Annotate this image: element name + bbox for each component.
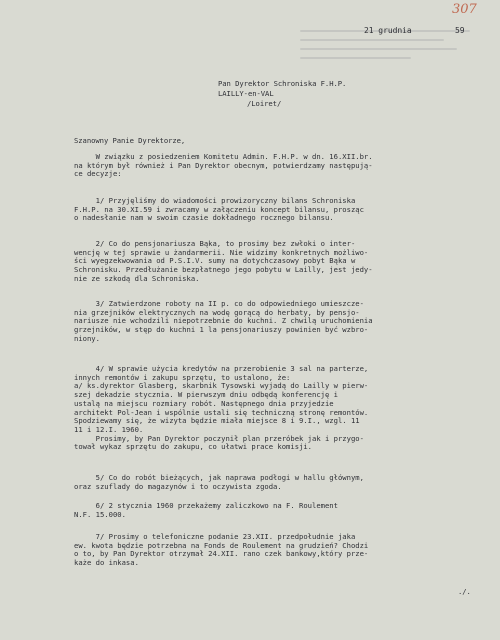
text-line: szej dekadzie stycznia. W pierwszym dniu odbędą konferencję i [74, 390, 338, 400]
text-line: o to, by Pan Dyrektor otrzymał 24.XII. rano czek bankowy,który prze- [74, 549, 369, 559]
text-line: ce decyzje: [74, 169, 122, 179]
text-line: 7/ Prosimy o telefoniczne podanie 23.XII. przedpołudnie jaka [74, 532, 356, 541]
text-line: nie ze szkodą dla Schroniska. [74, 273, 200, 283]
text-line: ści wyegzekwowania od P.S.I.V. sumy na dotychczasowy pobyt Bąka w [74, 256, 356, 266]
text-line: 4/ W sprawie użycia kredytów na przerobienie 3 sal na parterze, [74, 364, 369, 373]
salutation: Szanowny Panie Dyrektorze, [74, 136, 186, 145]
continuation-mark: ./. [458, 587, 471, 596]
text-line: ew. kwota będzie potrzebna na Fonds de Roulement na grudzień? Chodzi [74, 540, 369, 550]
text-line: 6/ 2 stycznia 1960 przekażemy zaliczkowo na F. Roulement [74, 501, 338, 510]
text-line: W związku z posiedzeniem Komitetu Admin. F.H.P. w dn. 16.XII.br. [74, 152, 373, 161]
text-line: 11 i 12.I. 1960. [74, 424, 144, 434]
text-line: 2/ Co do pensjonariusza Bąka, to prosimy bez zwłoki o inter- [74, 239, 356, 248]
text-line: nariusze nie wchodzili niepotrzebnie do kuchni. Z chwilą uruchomienia [74, 316, 373, 326]
text-line: a/ ks.dyrektor Glasberg, skarbnik Tysowski wyjadą do Lailly w pierw- [74, 381, 369, 391]
text-line: na którym był również i Pan Dyrektor obecnym, potwierdzamy następują- [74, 160, 373, 170]
text-line: niony. [74, 333, 100, 343]
text-line: Spodziewamy się, że wizyta będzie miała miejsce 8 i 9.I., wzgl. 11 [74, 416, 360, 426]
addressee-line-3: /Loiret/ [247, 99, 282, 108]
text-line: 3/ Zatwierdzone roboty na II p. co do odpowiedniego umieszcze- [74, 299, 364, 308]
bleed-through-text [300, 30, 485, 76]
text-line: N.F. 15.000. [74, 509, 126, 519]
text-line: Schronisku. Przedłużanie bezpłatnego jego pobytu w Lailly, jest jedy- [74, 265, 373, 275]
text-line: oraz szuflady do magazynów i to oczywista zgoda. [74, 481, 282, 491]
paragraph-item-1 [74, 197, 474, 223]
paragraph-item-7 [74, 533, 474, 568]
text-line: grzejników, w stęp do kuchni 1 la pensjonariuszy powinien być wzbro- [74, 325, 369, 335]
text-line: Prosimy, by Pan Dyrektor poczynił plan przeróbek jak i przygo- [74, 433, 364, 443]
text-line: F.H.P. na 30.XI.59 i zwracamy w załączeniu koncept bilansu, prosząc [74, 204, 364, 214]
text-line: tował wykaz sprzętu do zakupu, co ułatwi prace komisji. [74, 442, 312, 452]
paragraph-item-4 [74, 365, 474, 452]
letter-year: 59 [455, 26, 465, 35]
text-line: 5/ Co do robót bieżących, jak naprawa podłogi w hallu głównym, [74, 473, 364, 482]
paragraph-item-2 [74, 240, 474, 284]
text-line: nia grzejników elektrycznych na wodę gorącą do herbaty, by pensjo- [74, 307, 360, 317]
text-line: o nadesłanie nam w swoim czasie dokładnego rocznego bilansu. [74, 213, 334, 223]
paragraph-item-3 [74, 300, 474, 344]
paragraph-item-5 [74, 474, 474, 491]
text-line: architekt Pol-Jean i wspólnie ustali się techniczną stronę remontów. [74, 407, 369, 417]
handwritten-page-number: 307 [452, 2, 477, 17]
text-line: wencję w tej sprawie u żandarmerii. Nie widzimy konkretnych możliwo- [74, 247, 369, 257]
paragraph-item-6 [74, 502, 474, 519]
text-line: ustalą na miejscu rozmiary robót. Następnego dnia przyjedzie [74, 398, 334, 408]
text-line: innych remontów i zakupu sprzętu, to ustalono, że: [74, 372, 291, 382]
addressee-line-1: Pan Dyrektor Schroniska F.H.P. [218, 79, 347, 88]
paragraph-intro [74, 153, 474, 179]
text-line: każe do inkasa. [74, 558, 139, 568]
addressee-line-2: LAILLY-en-VAL [218, 89, 274, 98]
letter-date: 21 grudnia [364, 26, 412, 35]
text-line: 1/ Przyjęliśmy do wiadomości prowizoryczny bilans Schroniska [74, 196, 356, 205]
